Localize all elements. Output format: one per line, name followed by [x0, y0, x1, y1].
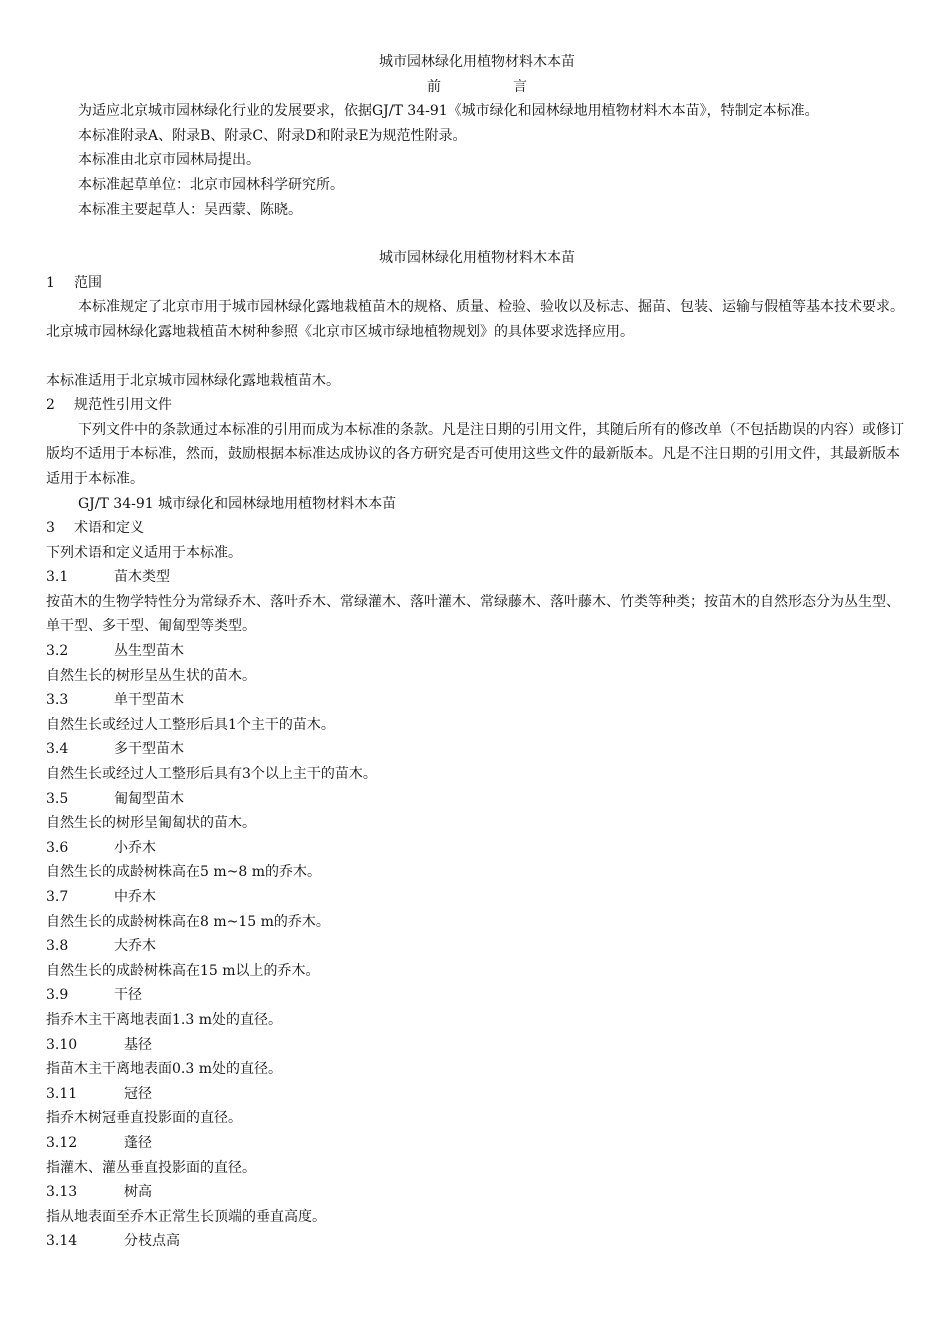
- spacer: [46, 222, 908, 246]
- term-name: 蓬径: [124, 1134, 152, 1151]
- term-heading: [46, 787, 908, 812]
- term-number: 3.1: [46, 569, 69, 586]
- term-definition: 自然生长或经过人工整形后具有3个以上主干的苗木。: [46, 766, 377, 783]
- section-heading: [46, 393, 908, 418]
- term-name: 基径: [124, 1036, 152, 1053]
- term-number: 3.6: [46, 839, 69, 856]
- term-name: 冠径: [124, 1085, 152, 1102]
- term-name: 丛生型苗木: [114, 643, 184, 660]
- reference-entry: GJ/T 34-91 城市绿化和园林绿地用植物材料木本苗: [78, 495, 397, 512]
- section-title: 术语和定义: [74, 520, 144, 537]
- preface-heading-a: 前: [427, 78, 441, 95]
- term-number: 3.7: [46, 889, 69, 905]
- term-number: 3.12: [46, 1134, 78, 1151]
- preface-heading: [46, 75, 908, 100]
- term-definition: 自然生长的成龄树株高在5 m~8 m的乔木。: [46, 864, 321, 881]
- preface-paragraph: 本标准起草单位：北京市园林科学研究所。: [78, 176, 344, 193]
- term-definition: 指灌木、灌丛垂直投影面的直径。: [46, 1159, 256, 1176]
- term-definition: 指乔木主干离地表面1.3 m处的直径。: [46, 1011, 282, 1028]
- term-name: 单干型苗木: [114, 692, 184, 709]
- section-heading: [46, 516, 908, 541]
- term-number: 3.8: [46, 938, 69, 955]
- term-definition: 按苗木的生物学特性分为常绿乔木、落叶乔木、常绿灌木、落叶灌木、常绿藤木、落叶藤木、竹类等种类；按苗木的自然形态分为丛生型、单干型、多干型、匍匐型等类型。: [46, 593, 900, 635]
- term-number: 3.9: [46, 987, 69, 1004]
- term-name: 树高: [124, 1184, 152, 1201]
- section-number: 2: [46, 397, 55, 414]
- term-definition: 自然生长的树形呈匍匐状的苗木。: [46, 815, 256, 832]
- section-title: 规范性引用文件: [74, 397, 172, 414]
- term-name: 大乔木: [114, 938, 156, 955]
- preface-paragraph: 本标准由北京市园林局提出。: [78, 152, 260, 169]
- preface-paragraph: 本标准附录A、附录B、附录C、附录D和附录E为规范性附录。: [78, 127, 467, 144]
- preface-paragraph: 本标准主要起草人：吴西蒙、陈晓。: [78, 201, 302, 218]
- term-number: 3.4: [46, 741, 69, 758]
- section-heading: [46, 271, 908, 296]
- term-heading: [46, 885, 908, 910]
- section-paragraph: 本标准规定了北京市用于城市园林绿化露地栽植苗木的规格、质量、检验、验收以及标志、掘苗、包装、运输与假植等基本技术要求。北京城市园林绿化露地栽植苗木树种参照《北京市区城市绿地植物规划》的具体要求选择应用。: [46, 299, 904, 340]
- term-number: 3.2: [46, 643, 69, 660]
- term-heading: [46, 836, 908, 861]
- section-paragraph: 本标准适用于北京城市园林绿化露地栽植苗木。: [46, 372, 340, 389]
- section-number: 1: [46, 274, 55, 291]
- term-number: 3.5: [46, 790, 69, 807]
- term-name: 苗木类型: [114, 569, 170, 586]
- term-number: 3.14: [46, 1233, 78, 1250]
- term-heading: [46, 1082, 908, 1107]
- section-paragraph: 下列术语和定义适用于本标准。: [46, 544, 242, 561]
- term-name: 干径: [114, 987, 142, 1004]
- term-definition: 指苗木主干离地表面0.3 m处的直径。: [46, 1061, 282, 1078]
- section-number: 3: [46, 520, 55, 537]
- section-paragraph: 下列文件中的条款通过本标准的引用而成为本标准的条款。凡是注日期的引用文件，其随后所有的修改单（不包括勘误的内容）或修订版均不适用于本标准，然而，鼓励根据本标准达成协议的各方研究是否可使用这些文件的最新版本。凡是不注日期的引用文件，其最新版本适用于本标准。: [46, 421, 904, 487]
- term-heading: [46, 983, 908, 1008]
- term-heading: [46, 737, 908, 762]
- term-definition: 指从地表面至乔木正常生长顶端的垂直高度。: [46, 1208, 326, 1225]
- main-title: 城市园林绿化用植物材料木本苗: [379, 250, 575, 267]
- term-definition: 自然生长的成龄树株高在8 m~15 m的乔木。: [46, 913, 330, 930]
- spacer: [46, 345, 908, 369]
- term-definition: 自然生长或经过人工整形后具1个主干的苗木。: [46, 716, 335, 733]
- term-name: 匍匐型苗木: [114, 790, 184, 807]
- term-heading: [46, 1131, 908, 1156]
- term-number: 3.10: [46, 1036, 78, 1053]
- term-heading: [46, 565, 908, 590]
- term-definition: 指乔木树冠垂直投影面的直径。: [46, 1110, 242, 1127]
- term-heading: [46, 934, 908, 959]
- term-number: 3.11: [46, 1085, 78, 1102]
- preface-paragraph: 为适应北京城市园林绿化行业的发展要求，依据GJ/T 34-91《城市绿化和园林绿地用植物材料木本苗》，特制定本标准。: [78, 103, 819, 120]
- term-name: 多干型苗木: [114, 741, 184, 758]
- term-name: 小乔木: [114, 839, 156, 856]
- term-heading: [46, 1229, 908, 1254]
- section-title: 范围: [74, 274, 102, 291]
- term-name: 中乔木: [114, 889, 156, 905]
- document-title: 城市园林绿化用植物材料木本苗: [379, 54, 575, 70]
- term-heading: [46, 1033, 908, 1058]
- preface-heading-b: 言: [513, 78, 527, 95]
- term-heading: [46, 688, 908, 713]
- document-body: [46, 50, 908, 1254]
- term-heading: [46, 1180, 908, 1205]
- term-definition: 自然生长的树形呈丛生状的苗木。: [46, 667, 256, 684]
- term-definition: 自然生长的成龄树株高在15 m以上的乔木。: [46, 962, 320, 979]
- term-heading: [46, 639, 908, 664]
- term-number: 3.3: [46, 692, 69, 709]
- term-number: 3.13: [46, 1184, 78, 1201]
- term-name: 分枝点高: [124, 1233, 180, 1250]
